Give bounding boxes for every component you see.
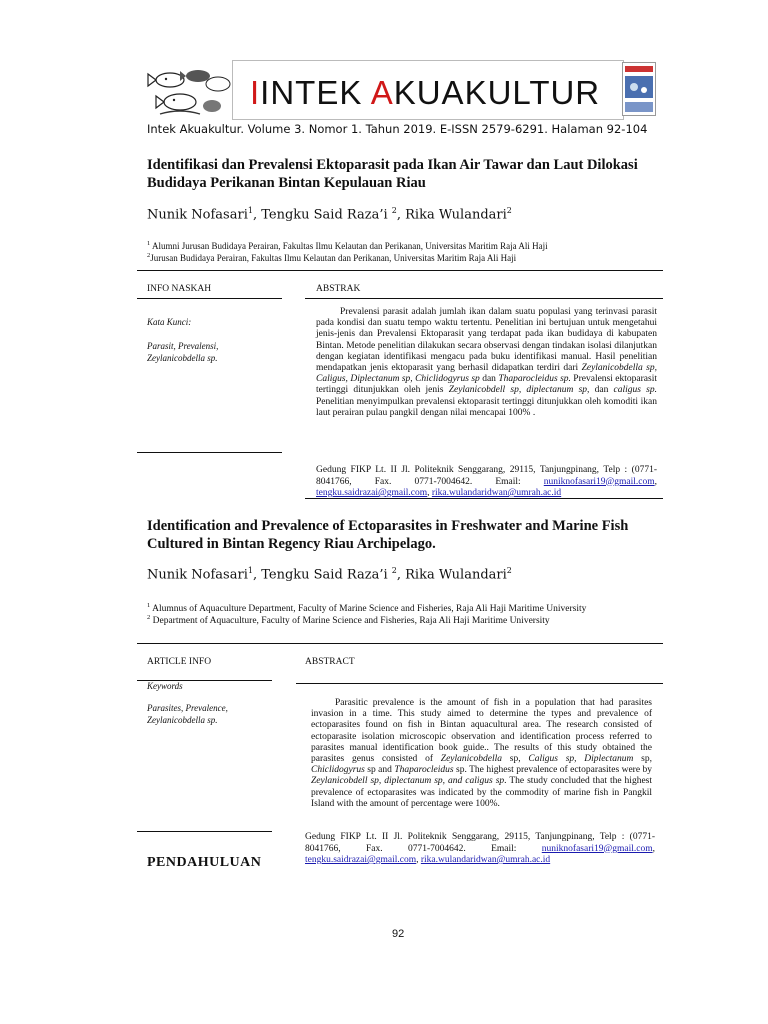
abstract-body-indonesian: Prevalensi parasit adalah jumlah ikan dalam suatu populasi yang terinvasi parasit pada kondisi dan suatu tempo waktu tertentu. Penelitian ini bertujuan untuk mengetahui jenis-jenis dan Prevalensi Ektoparasit yang terdapat pada ikan budidaya di kabupaten Bintan. Metode penelitian dilakukan secara observasi dengan tindakan isolasi dilanjutkan dengan kegiatan identifikasi mengacu pada buku identifikasi manual. Hasil penelitian mendapatkan jenis ektoparasit yang berhasil didapatkan terdiri dari Zeylanicobdella sp, Caligus, Diplectanum sp, Chiclidogyrus sp dan Thaparocleidus sp. Prevalensi ektoparasit tertinggi ditunjukkan oleh jenis Zeylanicobdell sp, diplectanum sp, dan caligus sp. Penelitian menyimpulkan prevalensi ektoparasit tertinggi ditunjukkan oleh komoditi ikan laut perairan pulau pangkil dengan nilai mencapai 100% . bbox=[316, 307, 658, 418]
keywords-label-english: Keywords bbox=[147, 681, 183, 691]
fish-illustration-logo bbox=[140, 62, 240, 127]
divider bbox=[137, 298, 282, 299]
correspondence-address-indonesian: Gedung FIKP Lt. II Jl. Politeknik Senggarang, 29115, Tanjungpinang, Telp : (0771-8041766, Fax. 0771-7004642. Email: nuniknofasari19@gmail.com, tengku.saidrazai@gmail.com, rika.wulandaridwan@umrah.ac.id bbox=[316, 465, 657, 498]
affiliation-2-indonesian: $^2$Jurusan Budidaya Perairan, Fakultas Ilmu Kelautan dan Perikanan, Universitas Maritim Raja Ali Haji bbox=[147, 252, 517, 263]
article-title-indonesian: Identifikasi dan Prevalensi Ektoparasit pada Ikan Air Tawar dan Laut Dilokasi Budidaya Perikanan Bintan Kepulauan Riau bbox=[147, 157, 638, 191]
keywords-english: Parasites, Prevalence, Zeylanicobdella sp. bbox=[147, 703, 228, 725]
keywords-indonesian: Parasit, Prevalensi, Zeylanicobdella sp. bbox=[147, 341, 219, 363]
affiliation-1-english: $^1$ Alumnus of Aquaculture Department, Faculty of Marine Science and Fisheries, Raja Ali Haji Maritime University bbox=[147, 602, 587, 615]
email-link[interactable]: nuniknofasari19@gmail.com bbox=[541, 843, 653, 854]
info-label-indonesian: INFO NASKAH bbox=[147, 284, 212, 294]
author-list-indonesian: Nunik Nofasari$^1$, Tengku Said Raza’i $^2$, Rika Wulandari$^2$ bbox=[147, 206, 512, 223]
correspondence-address-english: Gedung FIKP Lt. II Jl. Politeknik Senggarang, 29115, Tanjungpinang, Telp : (0771-8041766, Fax. 0771-7004642. Email: nuniknofasari19@gmail.com, tengku.saidrazai@gmail.com, rika.wulandaridwan@umrah.ac.id bbox=[305, 832, 655, 865]
divider bbox=[305, 298, 663, 299]
affiliation-1-indonesian: $^1$ Alumni Jurusan Budidaya Perairan, Fakultas Ilmu Kelautan dan Perikanan, Universitas Maritim Raja Ali Haji bbox=[147, 240, 548, 251]
divider bbox=[137, 680, 272, 681]
email-link[interactable]: tengku.saidrazai@gmail.com bbox=[316, 488, 428, 498]
journal-citation: Intek Akuakultur. Volume 3. Nomor 1. Tahun 2019. E-ISSN 2579-6291. Halaman 92-104 bbox=[147, 122, 648, 136]
info-label-english: ARTICLE INFO bbox=[147, 657, 212, 667]
email-link[interactable]: rika.wulandaridwan@umrah.ac.id bbox=[431, 488, 562, 498]
abstract-body-english: Parasitic prevalence is the amount of fish in a population that had parasites invasion in a time. This study aimed to determine the types and prevalence of ectoparasites found on fish in Bintan aquacultural area. The research consisted of ectoparasite isolation microscopic observation and identification process referred to parasites manual identification book guide.. The results of this study obtained the parasites genus consisted of Zeylanicobdella sp, Caligus sp, Diplectanum sp, Chiclidogyrus sp and Thaparocleidus sp. The highest prevalence of ectoparasites were by Zeylanicobdell sp, diplectanum sp, and caligus sp. The study concluded that the highest prevalence of ectoparasites was indicated by the commodity of marine fish in Pangkil Island with the amount of percentage were 100%. bbox=[311, 698, 652, 809]
email-link[interactable]: tengku.saidrazai@gmail.com bbox=[305, 855, 417, 865]
divider bbox=[137, 452, 282, 453]
divider bbox=[137, 831, 272, 832]
divider bbox=[305, 498, 663, 499]
divider bbox=[296, 683, 663, 684]
email-link[interactable]: nuniknofasari19@gmail.com bbox=[543, 476, 655, 487]
affiliation-2-english: $^2$ Department of Aquaculture, Faculty of Marine Science and Fisheries, Raja Ali Haji Maritime University bbox=[147, 614, 550, 627]
abstract-label-indonesian: ABSTRAK bbox=[316, 284, 361, 294]
journal-name: IINTEK AKUAKULTUR bbox=[250, 74, 601, 111]
keywords-label-indonesian: Kata Kunci: bbox=[147, 317, 192, 327]
article-title-english: Identification and Prevalence of Ectoparasites in Freshwater and Marine Fish Cultured in Bintan Regency Riau Archipelago. bbox=[147, 518, 629, 552]
divider bbox=[137, 643, 663, 644]
divider bbox=[137, 270, 663, 271]
abstract-label-english: ABSTRACT bbox=[305, 657, 355, 667]
author-list-english: Nunik Nofasari$^1$, Tengku Said Raza’i $^2$, Rika Wulandari$^2$ bbox=[147, 566, 512, 583]
section-heading: PENDAHULUAN bbox=[147, 855, 262, 870]
email-link[interactable]: rika.wulandaridwan@umrah.ac.id bbox=[420, 855, 551, 865]
journal-cover-thumbnail bbox=[622, 62, 656, 121]
page-number: 92 bbox=[392, 928, 405, 940]
